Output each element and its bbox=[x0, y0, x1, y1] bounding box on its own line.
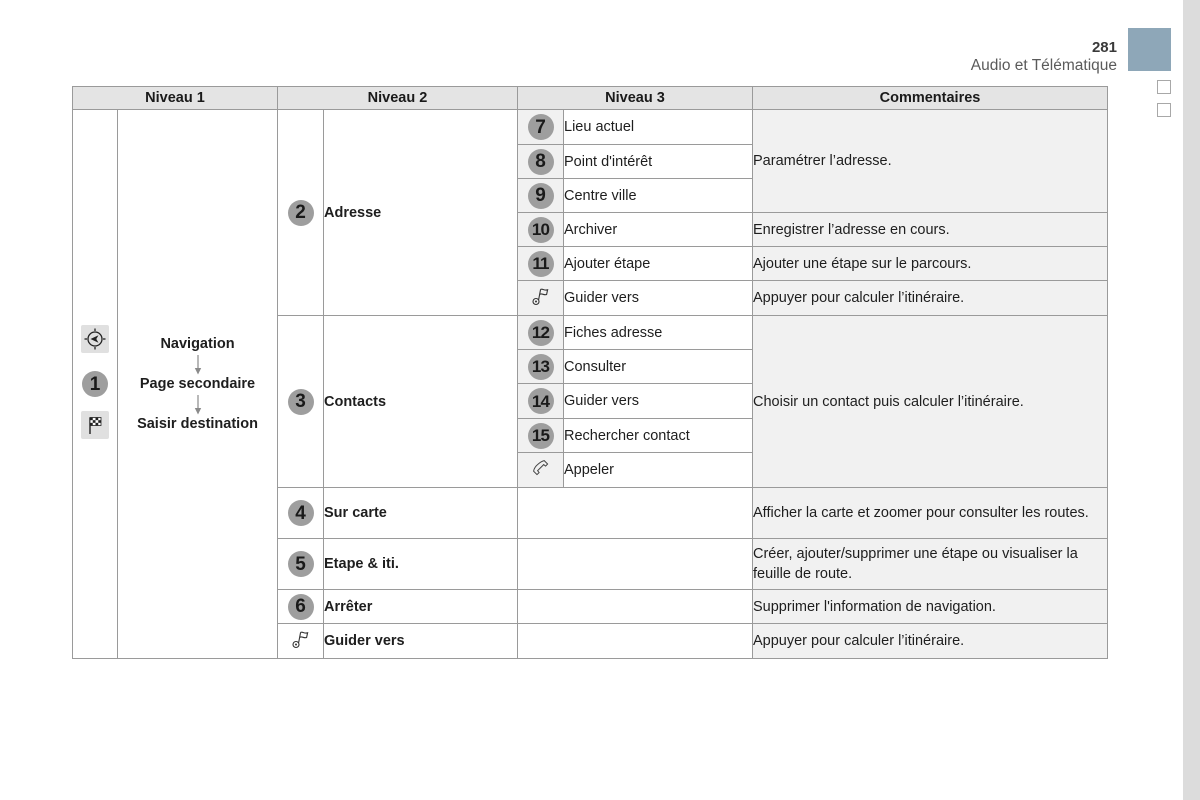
badge-2: 2 bbox=[288, 200, 314, 226]
niveau3-icon-cell bbox=[518, 281, 564, 316]
phone-icon bbox=[531, 458, 551, 482]
comment-cell: Paramétrer l’adresse. bbox=[753, 110, 1108, 213]
niveau3-badge-cell bbox=[518, 179, 564, 213]
badge-8: 8 bbox=[528, 149, 554, 175]
page-edge-strip bbox=[1183, 0, 1200, 800]
niveau3-badge-cell bbox=[518, 384, 564, 419]
header-niveau-1: Niveau 1 bbox=[73, 87, 278, 110]
guidance-flag-icon bbox=[531, 286, 551, 310]
badge-14: 14 bbox=[528, 388, 554, 414]
niveau3-badge-cell bbox=[518, 110, 564, 145]
section-title: Audio et Télématique bbox=[970, 57, 1117, 74]
niveau3-label: Consulter bbox=[564, 350, 753, 384]
badge-15: 15 bbox=[528, 423, 554, 449]
comment-cell: Supprimer l'information de navigation. bbox=[753, 590, 1108, 624]
niveau2-label-adresse: Adresse bbox=[324, 110, 518, 316]
table-row bbox=[73, 110, 1108, 145]
niveau3-icon-cell bbox=[518, 453, 564, 488]
badge-13: 13 bbox=[528, 354, 554, 380]
niveau2-label-etape-iti: Etape & iti. bbox=[324, 539, 518, 590]
niveau2-label-guider-vers: Guider vers bbox=[324, 624, 518, 659]
badge-5: 5 bbox=[288, 551, 314, 577]
checkered-flag-icon bbox=[81, 411, 109, 443]
badge-12: 12 bbox=[528, 320, 554, 346]
niveau3-label: Guider vers bbox=[564, 384, 753, 419]
niveau1-icon-cell bbox=[73, 110, 118, 659]
chapter-tab bbox=[1128, 28, 1171, 71]
navigation-menu-table bbox=[72, 86, 1108, 659]
badge-11: 11 bbox=[528, 251, 554, 277]
header-commentaires: Commentaires bbox=[753, 87, 1108, 110]
niveau1-step-navigation: Navigation bbox=[160, 335, 235, 352]
comment-cell: Appuyer pour calculer l’itinéraire. bbox=[753, 624, 1108, 659]
chapter-marker-box bbox=[1157, 103, 1171, 117]
comment-cell: Choisir un contact puis calculer l’itinéraire. bbox=[753, 316, 1108, 488]
comment-cell: Créer, ajouter/supprimer une étape ou visualiser la feuille de route. bbox=[753, 539, 1108, 590]
niveau3-label: Guider vers bbox=[564, 281, 753, 316]
niveau2-badge-cell bbox=[278, 316, 324, 488]
badge-9: 9 bbox=[528, 183, 554, 209]
down-arrow-icon bbox=[193, 353, 203, 376]
niveau1-step-page-secondaire: Page secondaire bbox=[139, 375, 256, 392]
niveau2-badge-cell bbox=[278, 488, 324, 539]
comment-cell: Afficher la carte et zoomer pour consulter les routes. bbox=[753, 488, 1108, 539]
niveau3-label: Ajouter étape bbox=[564, 247, 753, 281]
niveau3-empty-cell bbox=[518, 539, 753, 590]
badge-6: 6 bbox=[288, 594, 314, 620]
niveau1-path-cell bbox=[118, 110, 278, 659]
niveau3-badge-cell bbox=[518, 145, 564, 179]
niveau3-badge-cell bbox=[518, 419, 564, 453]
niveau3-label: Lieu actuel bbox=[564, 110, 753, 145]
niveau3-badge-cell bbox=[518, 213, 564, 247]
niveau3-badge-cell bbox=[518, 247, 564, 281]
badge-3: 3 bbox=[288, 389, 314, 415]
badge-1: 1 bbox=[82, 371, 108, 397]
niveau3-empty-cell bbox=[518, 590, 753, 624]
niveau3-label: Centre ville bbox=[564, 179, 753, 213]
comment-cell: Enregistrer l’adresse en cours. bbox=[753, 213, 1108, 247]
niveau2-icon-cell bbox=[278, 624, 324, 659]
niveau2-badge-cell bbox=[278, 539, 324, 590]
niveau3-empty-cell bbox=[518, 624, 753, 659]
guidance-flag-icon bbox=[291, 629, 311, 653]
niveau3-empty-cell bbox=[518, 488, 753, 539]
chapter-marker-box bbox=[1157, 80, 1171, 94]
niveau1-step-saisir-destination: Saisir destination bbox=[137, 415, 258, 432]
badge-7: 7 bbox=[528, 114, 554, 140]
niveau3-label: Point d'intérêt bbox=[564, 145, 753, 179]
page-number: 281 bbox=[1091, 39, 1117, 56]
niveau2-label-contacts: Contacts bbox=[324, 316, 518, 488]
comment-cell: Appuyer pour calculer l’itinéraire. bbox=[753, 281, 1108, 316]
down-arrow-icon bbox=[193, 393, 203, 416]
niveau2-badge-cell bbox=[278, 110, 324, 316]
header-niveau-2: Niveau 2 bbox=[278, 87, 518, 110]
niveau2-label-sur-carte: Sur carte bbox=[324, 488, 518, 539]
niveau3-label: Fiches adresse bbox=[564, 316, 753, 350]
niveau2-badge-cell bbox=[278, 590, 324, 624]
niveau3-label: Rechercher contact bbox=[564, 419, 753, 453]
niveau3-label: Archiver bbox=[564, 213, 753, 247]
badge-4: 4 bbox=[288, 500, 314, 526]
badge-10: 10 bbox=[528, 217, 554, 243]
navigation-icon bbox=[81, 325, 109, 357]
niveau3-badge-cell bbox=[518, 316, 564, 350]
table-header-row bbox=[73, 87, 1108, 110]
comment-cell: Ajouter une étape sur le parcours. bbox=[753, 247, 1108, 281]
niveau2-label-arreter: Arrêter bbox=[324, 590, 518, 624]
niveau3-badge-cell bbox=[518, 350, 564, 384]
niveau3-label: Appeler bbox=[564, 453, 753, 488]
header-niveau-3: Niveau 3 bbox=[518, 87, 753, 110]
